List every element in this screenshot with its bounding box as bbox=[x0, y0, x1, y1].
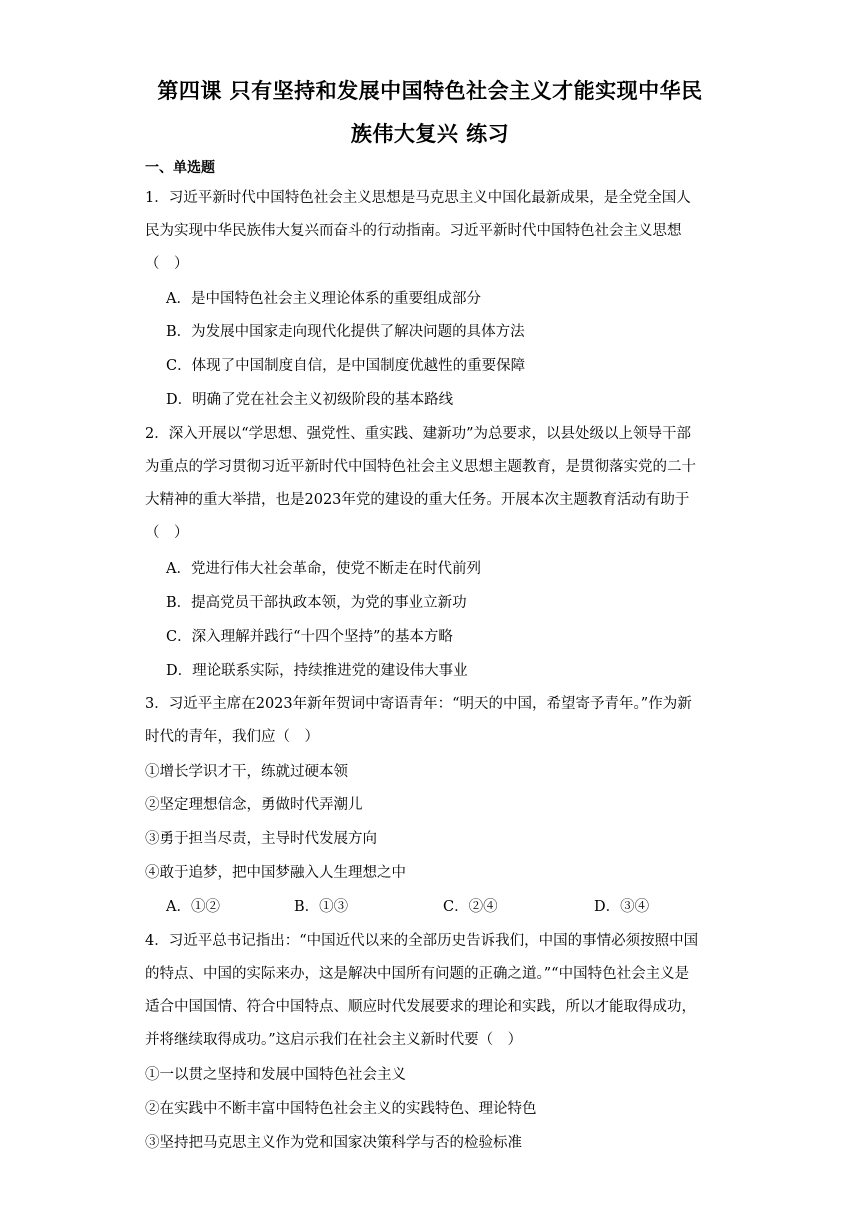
question-2-stem-line-4: （ ） bbox=[145, 525, 189, 541]
question-1-stem-line-2: 民为实现中华民族伟大复兴而奋斗的行动指南。习近平新时代中国特色社会主义思想 bbox=[145, 223, 682, 239]
question-4-item-2: ②在实践中不断丰富中国特色社会主义的实践特色、理论特色 bbox=[145, 1101, 537, 1117]
question-3-item-4: ④敢于追梦，把中国梦融入人生理想之中 bbox=[145, 865, 406, 881]
question-1-option-a[interactable]: A．是中国特色社会主义理论体系的重要组成部分 bbox=[166, 291, 481, 307]
question-2-stem-line-3: 大精神的重大举措，也是2023年党的建设的重大任务。开展本次主题教育活动有助于 bbox=[145, 492, 690, 508]
question-3-stem-line-1: 3．习近平主席在2023年新年贺词中寄语青年：“明天的中国，希望寄予青年。”作为新 bbox=[145, 696, 692, 712]
question-1-stem-line-1: 1．习近平新时代中国特色社会主义思想是马克思主义中国化最新成果，是全党全国人 bbox=[145, 190, 691, 206]
question-4-stem-line-3: 适合中国国情、符合中国特点、顺应时代发展要求的理论和实践，所以才能取得成功， bbox=[145, 999, 696, 1015]
question-2-stem-line-1: 2．深入开展以“学思想、强党性、重实践、建新功”为总要求，以县处级以上领导干部 bbox=[145, 426, 692, 442]
question-4-item-3: ③坚持把马克思主义作为党和国家决策科学与否的检验标准 bbox=[145, 1135, 522, 1151]
question-3-stem-line-2: 时代的青年，我们应（ ） bbox=[145, 729, 319, 745]
document-title-line-1: 第四课 只有坚持和发展中国特色社会主义才能实现中华民 bbox=[157, 79, 703, 103]
question-3-choice-d[interactable]: D．③④ bbox=[594, 899, 650, 915]
question-1-stem-line-3: （ ） bbox=[145, 256, 189, 272]
question-1-option-d[interactable]: D．明确了党在社会主义初级阶段的基本路线 bbox=[166, 392, 454, 408]
question-2-option-c[interactable]: C．深入理解并践行“十四个坚持”的基本方略 bbox=[166, 629, 453, 645]
document-title-line-2: 族伟大复兴 练习 bbox=[350, 122, 510, 146]
question-2-option-a[interactable]: A．党进行伟大社会革命，使党不断走在时代前列 bbox=[166, 561, 481, 577]
question-2-option-d[interactable]: D．理论联系实际，持续推进党的建设伟大事业 bbox=[166, 663, 468, 679]
question-2-option-b[interactable]: B．提高党员干部执政本领，为党的事业立新功 bbox=[166, 595, 467, 611]
question-4-stem-line-2: 的特点、中国的实际来办，这是解决中国所有问题的正确之道。”“中国特色社会主义是 bbox=[145, 966, 690, 982]
section-heading: 一、单选题 bbox=[145, 160, 215, 176]
question-3-choice-c[interactable]: C．②④ bbox=[443, 899, 498, 915]
question-1-option-c[interactable]: C．体现了中国制度自信，是中国制度优越性的重要保障 bbox=[166, 358, 526, 374]
question-3-item-3: ③勇于担当尽责，主导时代发展方向 bbox=[145, 831, 377, 847]
question-3-choice-a[interactable]: A．①② bbox=[166, 899, 220, 915]
question-2-stem-line-2: 为重点的学习贯彻习近平新时代中国特色社会主义思想主题教育，是贯彻落实党的二十 bbox=[145, 459, 696, 475]
question-4-stem-line-1: 4．习近平总书记指出：“中国近代以来的全部历史告诉我们，中国的事情必须按照中国 bbox=[145, 933, 699, 949]
question-1-option-b[interactable]: B．为发展中国家走向现代化提供了解决问题的具体方法 bbox=[166, 324, 525, 340]
question-3-item-1: ①增长学识才干，练就过硬本领 bbox=[145, 764, 348, 780]
question-4-item-1: ①一以贯之坚持和发展中国特色社会主义 bbox=[145, 1067, 406, 1083]
question-3-choice-b[interactable]: B．①③ bbox=[294, 899, 349, 915]
question-3-item-2: ②坚定理想信念，勇做时代弄潮儿 bbox=[145, 797, 363, 813]
question-4-stem-line-4: 并将继续取得成功。”这启示我们在社会主义新时代要（ ） bbox=[145, 1032, 523, 1048]
